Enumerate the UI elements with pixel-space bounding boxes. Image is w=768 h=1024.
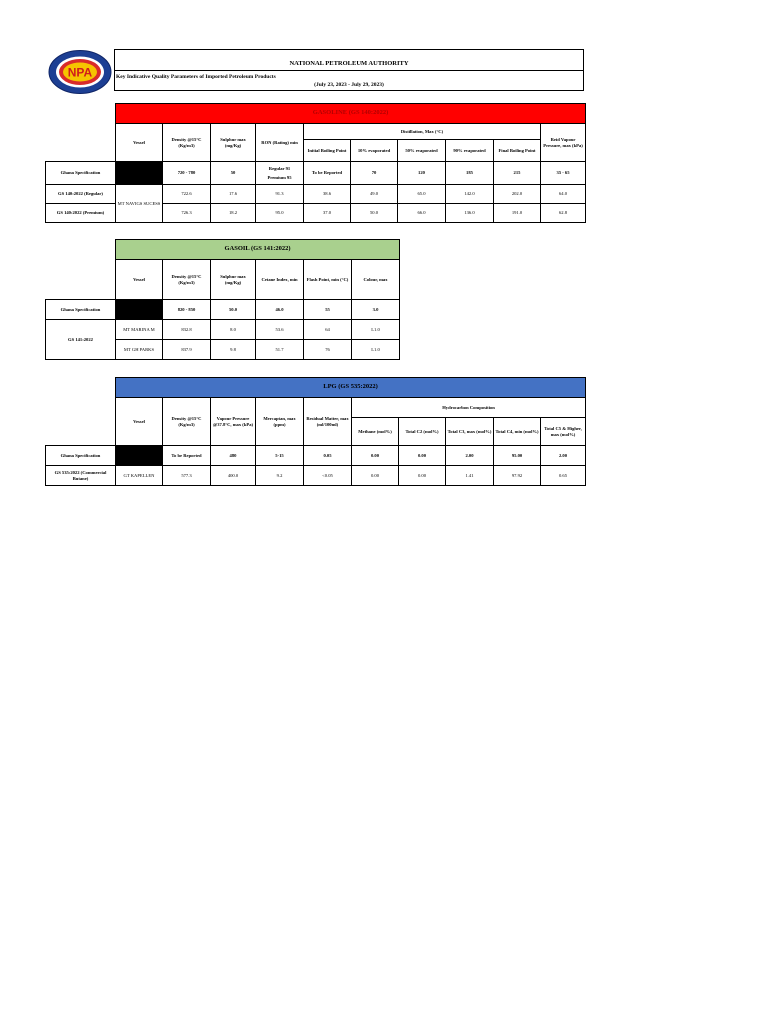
col-rvp: Reid Vapour Pressure, max (kPa) (541, 124, 586, 162)
spec-density: To be Reported (163, 446, 211, 466)
cell-fbp: 191.0 (494, 204, 541, 223)
vessel-name: MT MARINA M (116, 320, 163, 340)
col-flash: Flash Point, min (°C) (304, 260, 352, 300)
cell-density: 837.9 (163, 340, 211, 360)
col-density: Density @15°C (Kg/m3) (163, 124, 211, 162)
spec-sulphur: 50 (211, 162, 256, 185)
cell-density: 726.3 (163, 204, 211, 223)
spec-fbp: 215 (494, 162, 541, 185)
spec-c2: 0.00 (399, 446, 446, 466)
cell-mercaptan: 9.2 (256, 466, 304, 486)
cell-90: 142.0 (446, 185, 494, 204)
cell-c4: 97.92 (494, 466, 541, 486)
col-vessel: Vessel (116, 124, 163, 162)
cell-density: 832.8 (163, 320, 211, 340)
authority-title: NATIONAL PETROLEUM AUTHORITY (289, 60, 409, 67)
cell-sulphur: 17.6 (211, 185, 256, 204)
spec-vapour: 480 (211, 446, 256, 466)
spec-ibp: To be Reported (304, 162, 351, 185)
spec-vessel-blank (116, 300, 163, 320)
vessel-name: MT NAVIGS SUCESS (116, 185, 163, 223)
cell-ron: 91.3 (256, 185, 304, 204)
spec-label: Ghana Specification (46, 300, 116, 320)
gasoline-title: GASOLINE (GS 140:2022) (116, 104, 586, 124)
vessel-name: MT GH PARKS (116, 340, 163, 360)
table-row (46, 466, 586, 486)
npa-logo (48, 50, 112, 94)
row-label: GS 140:2022 (Regular) (46, 185, 116, 204)
cell-ibp: 37.0 (304, 204, 351, 223)
col-cetane: Cetane Index, min (256, 260, 304, 300)
col-density: Density @15°C (Kg/m3) (163, 398, 211, 446)
spec-ron (256, 162, 304, 185)
col-distillation: Distillation, Max (°C) (304, 124, 541, 140)
logo-text: NPA (67, 65, 93, 80)
spec-density: 820 - 850 (163, 300, 211, 320)
cell-cetane: 51.7 (256, 340, 304, 360)
row-label: GS 141:2022 (46, 320, 116, 360)
col-residual: Residual Matter, max (ml/100ml) (304, 398, 352, 446)
cell-sulphur: 9.8 (211, 340, 256, 360)
col-c5: Total C5 & Higher, max (mol%) (541, 418, 586, 446)
spec-90: 185 (446, 162, 494, 185)
cell-c2: 0.00 (399, 466, 446, 486)
col-fbp: Final Boiling Point (494, 140, 541, 162)
cell-vapour: 400.0 (211, 466, 256, 486)
cell-residual: <0.05 (304, 466, 352, 486)
spec-methane: 0.00 (352, 446, 399, 466)
spec-sulphur: 50.0 (211, 300, 256, 320)
spec-label: Ghana Specification (46, 162, 116, 185)
spec-density: 720 - 780 (163, 162, 211, 185)
cell-c3: 1.41 (446, 466, 494, 486)
col-mercaptan: Mercaptan, max (ppm) (256, 398, 304, 446)
spec-flash: 55 (304, 300, 352, 320)
spec-50: 120 (398, 162, 446, 185)
col-90: 90% evaporated (446, 140, 494, 162)
spec-c5: 2.00 (541, 446, 586, 466)
spec-ron-regular: Regular 91 (268, 165, 291, 171)
spec-rvp: 35 - 65 (541, 162, 586, 185)
cell-sulphur: 18.2 (211, 204, 256, 223)
gasoil-table (45, 239, 400, 360)
cell-rvp: 62.8 (541, 204, 586, 223)
lpg-table (45, 377, 586, 486)
table-row (46, 185, 586, 204)
cell-ibp: 38.6 (304, 185, 351, 204)
col-c3: Total C3, max (mol%) (446, 418, 494, 446)
report-header (114, 49, 584, 91)
col-ron: RON (Rating) min (256, 124, 304, 162)
spec-cetane: 46.0 (256, 300, 304, 320)
cell-50: 65.0 (398, 185, 446, 204)
col-vessel: Vessel (116, 260, 163, 300)
cell-50: 66.0 (398, 204, 446, 223)
spec-c3: 2.00 (446, 446, 494, 466)
report-period: (July 23, 2023 - July 29, 2023) (314, 82, 384, 88)
col-c4: Total C4, min (mol%) (494, 418, 541, 446)
gasoil-title: GASOIL (GS 141:2022) (116, 240, 400, 260)
cell-methane: 0.00 (352, 466, 399, 486)
cell-c5: 0.65 (541, 466, 586, 486)
row-label: GS 535:2022 (Commercial Butane) (46, 466, 116, 486)
col-50: 50% evaporated (398, 140, 446, 162)
cell-colour: L1.0 (352, 320, 400, 340)
vessel-name: GT KAPELLEN (116, 466, 163, 486)
cell-flash: 64 (304, 320, 352, 340)
cell-ron: 95.0 (256, 204, 304, 223)
col-10: 10% evaporated (351, 140, 398, 162)
spec-vessel-blank (116, 446, 163, 466)
cell-colour: L1.0 (352, 340, 400, 360)
col-colour: Colour, max (352, 260, 400, 300)
spec-mercaptan: 5-15 (256, 446, 304, 466)
cell-fbp: 202.0 (494, 185, 541, 204)
lpg-title: LPG (GS 535:2022) (116, 378, 586, 398)
cell-rvp: 64.0 (541, 185, 586, 204)
spec-c4: 95.00 (494, 446, 541, 466)
col-hydrocarbon: Hydrocarbon Composition (352, 398, 586, 418)
spec-vessel-blank (116, 162, 163, 185)
cell-sulphur: 8.0 (211, 320, 256, 340)
cell-density: 577.3 (163, 466, 211, 486)
spec-colour: 3.0 (352, 300, 400, 320)
spec-10: 70 (351, 162, 398, 185)
col-ibp: Initial Boiling Point (304, 140, 351, 162)
table-row (46, 320, 400, 340)
row-label: GS 140:2022 (Premium) (46, 204, 116, 223)
col-density: Density @15°C (Kg/m3) (163, 260, 211, 300)
col-sulphur: Sulphur max (mg/Kg) (211, 260, 256, 300)
cell-flash: 76 (304, 340, 352, 360)
gasoline-table (45, 103, 586, 223)
spec-residual: 0.05 (304, 446, 352, 466)
spec-ron-premium: Premium 95 (267, 174, 292, 180)
col-sulphur: Sulphur max (mg/Kg) (211, 124, 256, 162)
col-methane: Methane (mol%) (352, 418, 399, 446)
report-subtitle: Key Indicative Quality Parameters of Imported Petroleum Products (116, 74, 276, 80)
cell-density: 722.6 (163, 185, 211, 204)
spec-label: Ghana Specification (46, 446, 116, 466)
col-c2: Total C2 (mol%) (399, 418, 446, 446)
cell-cetane: 53.6 (256, 320, 304, 340)
col-vapour-pressure: Vapour Pressure @37.8°C, max (kPa) (211, 398, 256, 446)
cell-10: 49.0 (351, 185, 398, 204)
col-vessel: Vessel (116, 398, 163, 446)
cell-90: 136.0 (446, 204, 494, 223)
cell-10: 50.0 (351, 204, 398, 223)
